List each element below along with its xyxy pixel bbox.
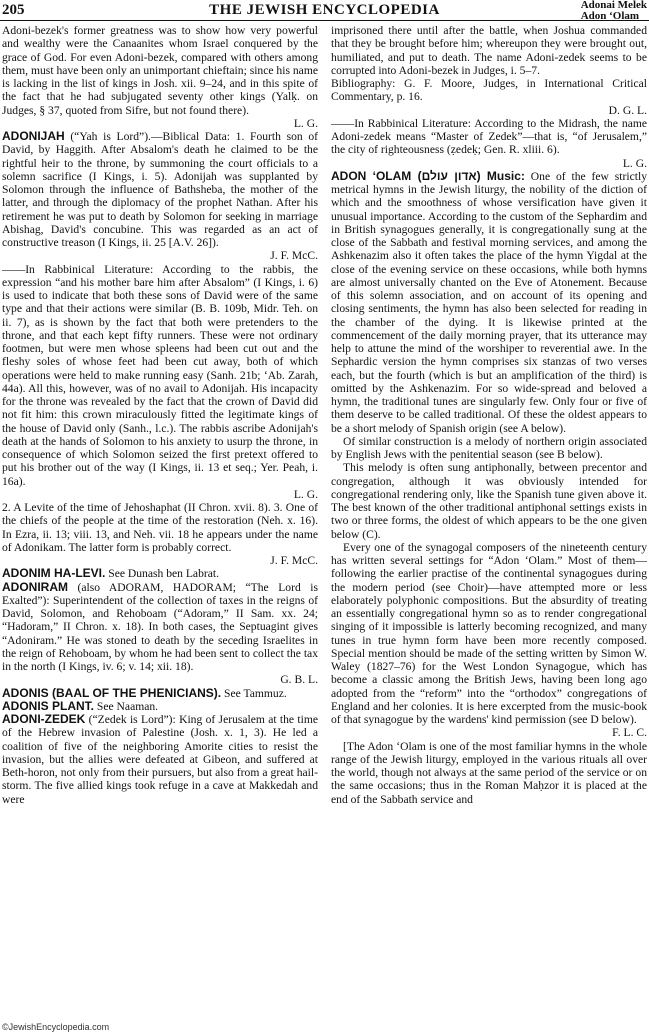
encyclopedia-entry [2, 700, 318, 713]
header-rule [0, 20, 649, 21]
entry-text: (“Zedek is Lord”): King of Jerusalem at the time of the Hebrew invasion of Palestine (Josh. x. 1, 3). He led a coalition of five of the neighboring Amorite cities to resist the invasion, but the allies were defeated at Gibeon, and suffered at Beth-horon, not only from their pursuers, but also from a great hail-storm. The five allied kings took refuge in a cave at Makkedah and were [2, 713, 318, 806]
author-signature: J. F. McC. [270, 249, 318, 263]
headword-top: Adonai Melek [580, 0, 647, 11]
author-signature: L. G. [293, 487, 318, 501]
paragraph: imprisoned there until after the battle, when Joshua commanded that they be brought before him; whereupon they were brought out, humiliated, and put to death. The name Adoni-zedek seems to be corrupted into Adoni-bezek in Judges, i. 5–7. [331, 24, 647, 77]
author-signature: J. F. McC. [270, 554, 318, 567]
author-signature: G. B. L. [280, 673, 318, 687]
entry-headword: ADONIM HA-LEVI. [2, 566, 106, 581]
paragraph: This melody is often sung antiphonally, between precentor and congregation, although it was obviously intended for congregational rendering only, like the Spanish tune given above it. The best known of the other traditional antiphonal settings exists in two or three forms, the oldest of which appears to be the one given below (C). [331, 461, 647, 541]
author-signature: L. G. [622, 156, 647, 170]
page-number: 205 [2, 2, 25, 18]
footer-credit: ©JewishEncyclopedia.com [2, 1022, 110, 1032]
entry-headword: ADONIRAM [2, 579, 68, 594]
paragraph: ——In Rabbinical Literature: According to the rabbis, the expression “and his mother bare him after Absalom” (I Kings, i. 6) is used to indicate that both these sons of David were of the same type and that their actions were similar (B. B. 109b, Midr. Teh. on ii. 7), as is shown by the fact that both were pretenders to the throne, and that each kept fifty runners. These were not ordinary footmen, but were men whose spleens had been cut out and the fleshy soles of whose feet had been cut away, both of which operations were held to make running easy (Sanh. 21b; ‘Ab. Zarah, 44a). All this, however, was of no avail to Adonijah. His incapacity for the throne was revealed by the fact that the crown of David did not fit him: this crown miraculously fitted the legitimate kings of the house of David only (Sanh., l.c.). The rabbis ascribe Adonijah's death at the hands of Solomon to his anxiety to usurp the throne, in consequence of which Solomon seized the first pretext offered to put his brother out of the way (I Kings, ii. 13 et seq.; Yer. Peah, i. 16a). [2, 262, 318, 488]
entry-text: One of the few strictly metrical hymns in the Jewish liturgy, the nobility of the diction of which and the smoothness of whose versification have given it unusual importance. According to the custom of the Sephardim and in British synagogues generally, it is congregationally sung at the close of the Sabbath and festival morning services, and among the Ashkenazim also it often takes the place of the hymn Yigdal at the close of the evening service on these occasions, while both hymns are almost universally chanted on the Eve of Atonement. Because of this solemn association, and on account of its opening and closing sentiments, the hymn has also been selected for reading in the chamber of the dying. It is likewise printed at the commencement of the daily morning prayer, that its utterance may help to attune the mind of the worshiper to reverential awe. In the Sephardic version the hymn comprises six stanzas of two verses each, but the fourth (which is but an amplification of the third) is omitted by the Ashkenazim. For so wide-spread and beloved a hymn, the traditional tunes are singularly few. Only four or five of them deserve to be called traditional. Of these the oldest appears to be a short melody of Spanish origin (see A below). [331, 169, 647, 435]
entry-text: See Tammuz. [221, 686, 287, 700]
paragraph: Of similar construction is a melody of northern origin associated by English Jews with the penitential season (see B below). [331, 434, 647, 461]
paragraph: Every one of the synagogal composers of the nineteenth century has written several settings for “Adon ‘Olam.” Most of them—following the earlier practise of the continental synagogues during the modern period (see Choir)—have attempted more or less elaborately polyphonic compositions. But the absurdity of treating an essentially congregational hymn so as to render congregational singing of it impossible is latterly becoming recognized, and many tunes in true hymn form have been more recently composed. Special mention should be made of the setting written by Simon W. Waley (1827–76) for the West London Synagogue, which has become a classic among the British Jews, having been long ago adopted from the “reform” into the “orthodox” congregations of England and her colonies. It is here excerpted from the music-book of that synagogue by the wardens' kind permission (see D below). [331, 540, 647, 726]
encyclopedia-entry [331, 170, 647, 435]
paragraph: 2. A Levite of the time of Jehoshaphat (II Chron. xvii. 8). 3. One of the chiefs of the people at the time of the restoration (Neh. x. 16). In Ezra, ii. 13; viii. 13, and Neh. vii. 18 he appears under the name of Adonikam. The latter form is probably correct. [2, 501, 318, 554]
entry-headword: ADONIJAH [2, 129, 65, 143]
entry-headword: ADON ‘OLAM (אדון עולם) Music: [331, 168, 525, 183]
entry-headword: ADONIS (BAAL OF THE PHENICIANS). [2, 685, 222, 700]
encyclopedia-entry [2, 581, 318, 674]
entry-headword: ADONIS PLANT. [2, 698, 95, 713]
author-signature: F. L. C. [612, 726, 647, 740]
author-signature: D. G. L. [608, 103, 647, 117]
headword-range [581, 0, 647, 22]
entry-text: See Dunash ben Labrat. [105, 567, 219, 581]
paragraph: ——In Rabbinical Literature: According to the Midrash, the name Adoni-zedek means “Master of Zedek”—that is, “of Jerusalem,” the city of righteousness (ẓedeḳ; Gen. R. xliii. 6). [331, 116, 647, 157]
right-column [331, 24, 647, 1024]
page-header [0, 0, 649, 20]
encyclopedia-entry [2, 713, 318, 806]
headword-bottom: Adon ‘Olam [580, 10, 640, 22]
paragraph: Bibliography: G. F. Moore, Judges, in International Critical Commentary, p. 16. [331, 77, 647, 104]
author-signature: L. G. [293, 116, 318, 130]
paragraph: Adoni-bezek's former greatness was to show how very powerful and wealthy were the Canaanites whom Israel conquered by the grace of God. For even Adoni-bezek, compared with others among them, must have been only an unimportant chieftain; since his name is lacking in the list of kings in Josh. xii. 9–24, and in this spite of the fact that he had subjugated seventy other kings (Yalḳ. on Judges, § 37, quoted from Sifre, but not found there). [2, 24, 318, 117]
encyclopedia-entry [2, 567, 318, 580]
entry-text: See Naaman. [94, 699, 159, 713]
encyclopedia-entry [2, 130, 318, 249]
entry-text: (“Yah is Lord”).—Biblical Data: 1. Fourth son of David, by Haggith. After Absalom's death he claimed to be the rightful heir to the throne, by summoning the court officials to a solemn sacrifice (I Kings, i. 5). Adonijah was supplanted by Solomon through the influence of Bathsheba, the mother of the latter, and through the diplomacy of the prophet Nathan. After his retirement he was put to death by Solomon for seeking in marriage Abishag, David's concubine. This was regarded as an act of constructive treason (I Kings, ii. 25 [A.V. 26]). [2, 130, 318, 249]
encyclopedia-entry [2, 687, 318, 700]
entry-headword: ADONI-ZEDEK [2, 712, 86, 726]
left-column [2, 24, 318, 1024]
running-title: THE JEWISH ENCYCLOPEDIA [209, 2, 440, 18]
paragraph: [The Adon ‘Olam is one of the most familiar hymns in the whole range of the Jewish liturgy, employed in the various rituals all over the world, though not always at the same period of the service or on the same occasions; thus in the Roman Maḥzor it is placed at the end of the Sabbath service and [331, 739, 647, 806]
entry-text: (also ADORAM, HADORAM; “The Lord is Exalted”): Superintendent of the collection of taxes in the reigns of David, Solomon, and Rehoboam (“Adoram,” II Sam. xx. 24; “Hadoram,” II Chron. x. 18). In both cases, the Septuagint gives “Adoniram.” He was stoned to death by the seceding Israelites in the reign of Rehoboam, by whom he had been sent to collect the tax in the north (I Kings, iv. 6; v. 14; xii. 18). [2, 580, 318, 673]
